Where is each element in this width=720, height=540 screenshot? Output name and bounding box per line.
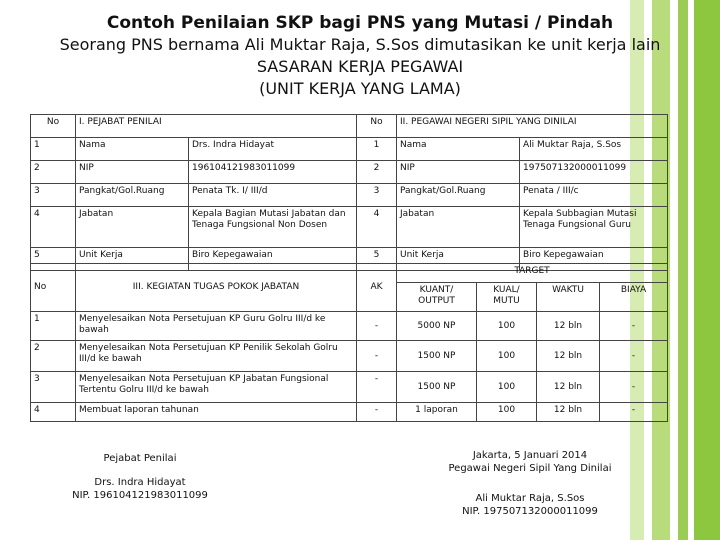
waktu-value: 12 bln xyxy=(537,372,600,403)
kuant-value: 1 laporan xyxy=(397,403,477,422)
field-value: 197507132000011099 xyxy=(520,161,668,184)
task-description: Menyelesaikan Nota Persetujuan KP Guru Golru III/d ke bawah xyxy=(76,312,357,341)
biaya-header: BIAYA xyxy=(600,283,668,312)
field-label: Pangkat/Gol.Ruang xyxy=(76,184,189,207)
field-value: Kepala Bagian Mutasi Jabatan dan Tenaga Fungsional Non Dosen xyxy=(189,207,357,248)
row-number: 5 xyxy=(357,248,397,271)
document-subtitle: (UNIT KERJA YANG LAMA) xyxy=(259,79,461,98)
field-value: Penata / III/c xyxy=(520,184,668,207)
field-value: Kepala Subbagian Mutasi Tenaga Fungsional Guru xyxy=(520,207,668,248)
row-number: 1 xyxy=(31,138,76,161)
task-table xyxy=(30,263,668,422)
field-value: Ali Muktar Raja, S.Sos xyxy=(520,138,668,161)
page-title: Contoh Penilaian SKP bagi PNS yang Mutasi / Pindah xyxy=(106,13,614,33)
ak-header: AK xyxy=(357,264,397,312)
pns-dinilai-header: II. PEGAWAI NEGERI SIPIL YANG DINILAI xyxy=(397,115,668,138)
row-number: 4 xyxy=(357,207,397,248)
signer-nip: NIP. 197507132000011099 xyxy=(462,506,598,517)
waktu-value: 12 bln xyxy=(537,403,600,422)
kuant-value: 1500 NP xyxy=(397,341,477,372)
row-number: 3 xyxy=(357,184,397,207)
task-header: III. KEGIATAN TUGAS POKOK JABATAN xyxy=(76,264,357,312)
kual-value: 100 xyxy=(477,403,537,422)
field-label: Jabatan xyxy=(397,207,520,248)
row-number: 2 xyxy=(31,341,76,372)
table-row xyxy=(31,341,668,372)
waktu-header: WAKTU xyxy=(537,283,600,312)
field-value: Biro Kepegawaian xyxy=(520,248,668,271)
task-description: Menyelesaikan Nota Persetujuan KP Penilik Sekolah Golru III/d ke bawah xyxy=(76,341,357,372)
page-subtitle: Seorang PNS bernama Ali Muktar Raja, S.Sos dimutasikan ke unit kerja lain xyxy=(59,35,661,54)
kuant-value: 1500 NP xyxy=(397,372,477,403)
row-number: 1 xyxy=(31,312,76,341)
no-header: No xyxy=(31,264,76,312)
table-row xyxy=(31,184,668,207)
signer-name: Drs. Indra Hidayat xyxy=(94,477,186,488)
field-label: NIP xyxy=(397,161,520,184)
signing-date: Jakarta, 5 Januari 2014 xyxy=(472,450,588,461)
biaya-value: - xyxy=(600,372,668,403)
signature-block-right xyxy=(420,449,640,475)
field-label: Nama xyxy=(397,138,520,161)
page-header xyxy=(0,12,720,100)
biaya-value: - xyxy=(600,312,668,341)
task-description: Membuat laporan tahunan xyxy=(76,403,357,422)
no-header: No xyxy=(357,115,397,138)
field-value: 196104121983011099 xyxy=(189,161,357,184)
kual-value: 100 xyxy=(477,341,537,372)
field-label: Unit Kerja xyxy=(397,248,520,271)
field-value: Penata Tk. I/ III/d xyxy=(189,184,357,207)
field-label: Jabatan xyxy=(76,207,189,248)
task-description: Menyelesaikan Nota Persetujuan KP Jabatan Fungsional Tertentu Golru III/d ke bawah xyxy=(76,372,357,403)
kuant-header: KUANT/ OUTPUT xyxy=(397,283,477,312)
official-info-table xyxy=(30,114,668,271)
kual-value: 100 xyxy=(477,372,537,403)
table-header-row xyxy=(31,264,668,283)
signer-name: Ali Muktar Raja, S.Sos xyxy=(475,493,585,504)
biaya-value: - xyxy=(600,403,668,422)
row-number: 4 xyxy=(31,403,76,422)
signature-block-left xyxy=(60,452,220,465)
signer-title: Pegawai Negeri Sipil Yang Dinilai xyxy=(448,463,612,474)
no-header: No xyxy=(31,115,76,138)
table-row xyxy=(31,312,668,341)
signature-name-left xyxy=(40,476,240,502)
row-number: 5 xyxy=(31,248,76,271)
row-number: 3 xyxy=(31,184,76,207)
field-label: Unit Kerja xyxy=(76,248,189,271)
pejabat-penilai-header: I. PEJABAT PENILAI xyxy=(76,115,357,138)
ak-value: - xyxy=(357,403,397,422)
kuant-value: 5000 NP xyxy=(397,312,477,341)
ak-value: - xyxy=(357,312,397,341)
signature-name-right xyxy=(420,492,640,518)
row-number: 1 xyxy=(357,138,397,161)
signer-nip: NIP. 196104121983011099 xyxy=(72,490,208,501)
table-row xyxy=(31,403,668,422)
target-header: TARGET xyxy=(397,264,668,283)
row-number: 2 xyxy=(31,161,76,184)
biaya-value: - xyxy=(600,341,668,372)
document-title: SASARAN KERJA PEGAWAI xyxy=(256,57,464,76)
row-number: 2 xyxy=(357,161,397,184)
field-label: Nama xyxy=(76,138,189,161)
field-value: Drs. Indra Hidayat xyxy=(189,138,357,161)
table-row xyxy=(31,161,668,184)
waktu-value: 12 bln xyxy=(537,341,600,372)
field-label: NIP xyxy=(76,161,189,184)
field-label: Pangkat/Gol.Ruang xyxy=(397,184,520,207)
table-row xyxy=(31,372,668,403)
ak-value: - xyxy=(357,372,397,403)
signer-title: Pejabat Penilai xyxy=(103,453,177,464)
waktu-value: 12 bln xyxy=(537,312,600,341)
ak-value: - xyxy=(357,341,397,372)
kual-header: KUAL/ MUTU xyxy=(477,283,537,312)
row-number: 3 xyxy=(31,372,76,403)
field-value: Biro Kepegawaian xyxy=(189,248,357,271)
table-row xyxy=(31,138,668,161)
table-row xyxy=(31,207,668,248)
kual-value: 100 xyxy=(477,312,537,341)
table-header-row xyxy=(31,115,668,138)
row-number: 4 xyxy=(31,207,76,248)
